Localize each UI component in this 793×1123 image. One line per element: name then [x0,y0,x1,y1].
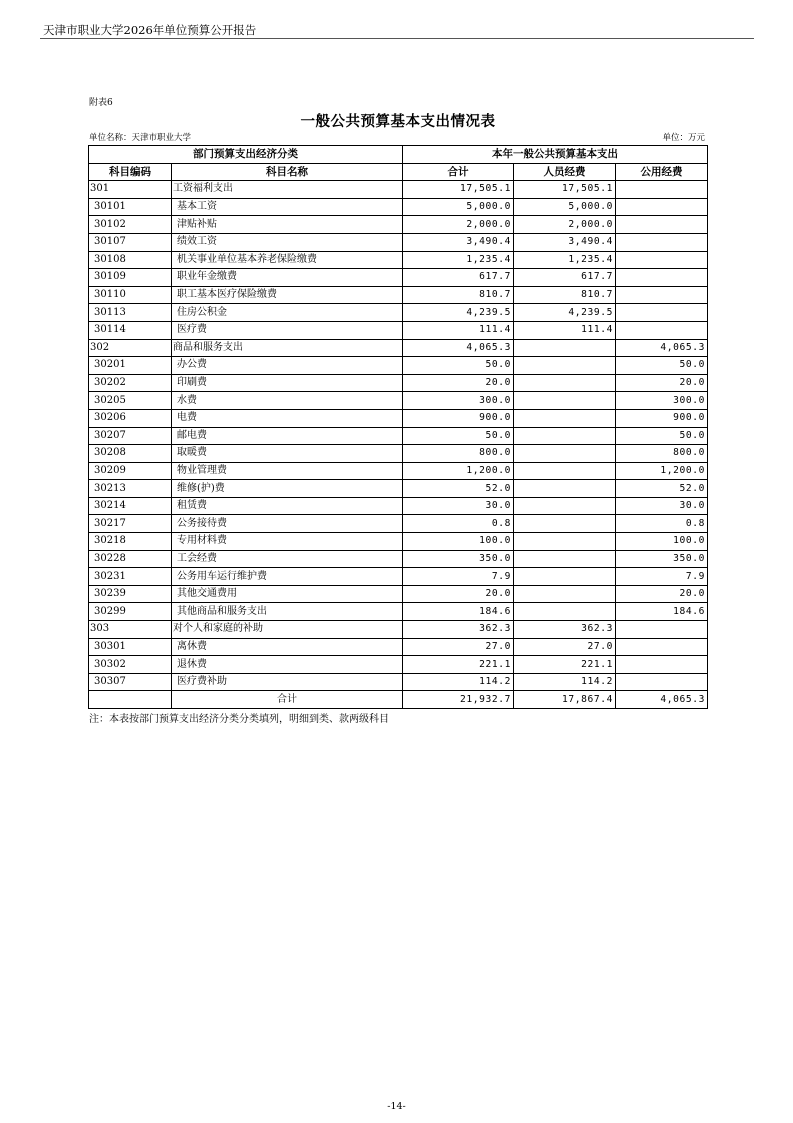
row-personnel-cell [514,603,616,621]
row-public-cell [616,198,708,216]
row-name-cell: 商品和服务支出 [172,339,403,357]
row-public-cell: 1,200.0 [616,462,708,480]
row-total-cell: 100.0 [403,533,514,551]
row-code-cell: 30206 [89,409,172,427]
row-total-cell: 20.0 [403,585,514,603]
row-code-cell: 30209 [89,462,172,480]
row-name-cell: 离休费 [172,638,403,656]
column-header-public: 公用经费 [616,163,708,181]
row-personnel-cell [514,357,616,375]
row-public-cell [616,638,708,656]
row-public-cell [616,286,708,304]
row-code-cell: 303 [89,621,172,639]
row-code-cell: 30109 [89,269,172,287]
row-name-cell: 水费 [172,392,403,410]
row-total-cell: 800.0 [403,445,514,463]
row-public-cell [616,251,708,269]
row-code-cell: 302 [89,339,172,357]
row-name-cell: 物业管理费 [172,462,403,480]
table-row [89,409,708,427]
table-body [89,181,708,691]
row-total-cell: 50.0 [403,357,514,375]
row-public-cell [616,304,708,322]
row-total-cell: 20.0 [403,374,514,392]
table-row [89,568,708,586]
row-public-cell: 30.0 [616,497,708,515]
table-row [89,462,708,480]
row-personnel-cell: 4,239.5 [514,304,616,322]
table-row [89,251,708,269]
row-code-cell: 30239 [89,585,172,603]
table-row [89,480,708,498]
row-code-cell: 30228 [89,550,172,568]
row-name-cell: 公务用车运行维护费 [172,568,403,586]
row-total-cell: 184.6 [403,603,514,621]
row-code-cell: 30202 [89,374,172,392]
page-number: -14- [387,1101,406,1112]
row-name-cell: 其他商品和服务支出 [172,603,403,621]
row-name-cell: 基本工资 [172,198,403,216]
table-row [89,216,708,234]
table-row [89,497,708,515]
row-name-cell: 公务接待费 [172,515,403,533]
row-name-cell: 邮电费 [172,427,403,445]
row-public-cell [616,269,708,287]
row-total-cell: 4,239.5 [403,304,514,322]
row-total-cell: 362.3 [403,621,514,639]
row-public-cell: 100.0 [616,533,708,551]
row-public-cell: 300.0 [616,392,708,410]
row-name-cell: 津贴补贴 [172,216,403,234]
row-personnel-cell: 114.2 [514,673,616,691]
row-total-cell: 5,000.0 [403,198,514,216]
row-public-cell: 350.0 [616,550,708,568]
row-public-cell: 7.9 [616,568,708,586]
row-personnel-cell [514,462,616,480]
unit-info-row [89,131,705,143]
row-personnel-cell [514,445,616,463]
row-code-cell: 30214 [89,497,172,515]
total-row-total: 21,932.7 [403,691,514,709]
row-total-cell: 27.0 [403,638,514,656]
row-personnel-cell [514,374,616,392]
row-personnel-cell: 1,235.4 [514,251,616,269]
table-row [89,550,708,568]
row-name-cell: 工会经费 [172,550,403,568]
row-public-cell: 50.0 [616,357,708,375]
row-public-cell: 0.8 [616,515,708,533]
row-code-cell: 30102 [89,216,172,234]
table-row [89,286,708,304]
row-name-cell: 退休费 [172,656,403,674]
row-public-cell: 900.0 [616,409,708,427]
row-code-cell: 30208 [89,445,172,463]
row-name-cell: 机关事业单位基本养老保险缴费 [172,251,403,269]
row-personnel-cell: 617.7 [514,269,616,287]
row-personnel-cell [514,585,616,603]
row-personnel-cell [514,515,616,533]
total-row-public: 4,065.3 [616,691,708,709]
table-column-header-row [89,163,708,181]
table-row [89,181,708,199]
row-name-cell: 其他交通费用 [172,585,403,603]
row-public-cell: 52.0 [616,480,708,498]
row-personnel-cell [514,533,616,551]
table-row [89,673,708,691]
header-divider [40,38,754,39]
row-name-cell: 绩效工资 [172,233,403,251]
row-total-cell: 30.0 [403,497,514,515]
row-personnel-cell [514,550,616,568]
row-name-cell: 职业年金缴费 [172,269,403,287]
row-public-cell [616,233,708,251]
row-code-cell: 30107 [89,233,172,251]
row-name-cell: 工资福利支出 [172,181,403,199]
row-public-cell [616,216,708,234]
row-name-cell: 住房公积金 [172,304,403,322]
row-personnel-cell [514,427,616,445]
row-code-cell: 30217 [89,515,172,533]
table-row [89,304,708,322]
row-personnel-cell [514,392,616,410]
row-public-cell [616,656,708,674]
total-row-label: 合计 [172,691,403,709]
table-row [89,621,708,639]
row-code-cell: 30205 [89,392,172,410]
table-row [89,233,708,251]
row-name-cell: 医疗费补助 [172,673,403,691]
row-public-cell [616,321,708,339]
row-total-cell: 300.0 [403,392,514,410]
row-personnel-cell: 5,000.0 [514,198,616,216]
table-row [89,445,708,463]
total-row-empty-cell [89,691,172,709]
row-name-cell: 维修(护)费 [172,480,403,498]
table-row [89,515,708,533]
row-code-cell: 30101 [89,198,172,216]
group-header-budget: 本年一般公共预算基本支出 [403,146,708,164]
row-name-cell: 对个人和家庭的补助 [172,621,403,639]
row-code-cell: 30301 [89,638,172,656]
table-footnote: 注：本表按部门预算支出经济分类分类填列，明细到类、款两级科目 [89,714,389,725]
row-personnel-cell: 221.1 [514,656,616,674]
table-row [89,198,708,216]
row-total-cell: 1,200.0 [403,462,514,480]
row-total-cell: 221.1 [403,656,514,674]
appendix-label: 附表6 [89,98,113,108]
row-personnel-cell [514,409,616,427]
row-public-cell: 184.6 [616,603,708,621]
row-public-cell [616,673,708,691]
table-row [89,269,708,287]
table-row [89,603,708,621]
row-name-cell: 医疗费 [172,321,403,339]
row-code-cell: 30207 [89,427,172,445]
row-total-cell: 0.8 [403,515,514,533]
row-public-cell: 4,065.3 [616,339,708,357]
row-code-cell: 30302 [89,656,172,674]
row-total-cell: 114.2 [403,673,514,691]
table-row [89,339,708,357]
row-total-cell: 3,490.4 [403,233,514,251]
table-row [89,321,708,339]
row-total-cell: 111.4 [403,321,514,339]
row-personnel-cell: 17,505.1 [514,181,616,199]
row-personnel-cell: 111.4 [514,321,616,339]
row-total-cell: 50.0 [403,427,514,445]
report-header-title: 天津市职业大学2026年单位预算公开报告 [43,23,257,37]
table-title: 一般公共预算基本支出情况表 [300,113,496,130]
table-row [89,374,708,392]
table-row [89,585,708,603]
row-code-cell: 30110 [89,286,172,304]
row-personnel-cell [514,568,616,586]
table-group-header-row [89,146,708,164]
row-total-cell: 7.9 [403,568,514,586]
table-row [89,392,708,410]
row-personnel-cell: 27.0 [514,638,616,656]
row-total-cell: 17,505.1 [403,181,514,199]
row-total-cell: 810.7 [403,286,514,304]
row-code-cell: 301 [89,181,172,199]
row-public-cell [616,621,708,639]
row-personnel-cell: 2,000.0 [514,216,616,234]
row-name-cell: 专用材料费 [172,533,403,551]
row-personnel-cell: 362.3 [514,621,616,639]
row-code-cell: 30201 [89,357,172,375]
total-row-personnel: 17,867.4 [514,691,616,709]
row-total-cell: 4,065.3 [403,339,514,357]
row-total-cell: 617.7 [403,269,514,287]
table-row [89,427,708,445]
row-total-cell: 350.0 [403,550,514,568]
row-public-cell: 20.0 [616,374,708,392]
total-row [89,691,708,709]
table-row [89,357,708,375]
row-personnel-cell [514,480,616,498]
row-name-cell: 取暖费 [172,445,403,463]
column-header-name: 科目名称 [172,163,403,181]
row-code-cell: 30307 [89,673,172,691]
row-personnel-cell [514,339,616,357]
row-public-cell: 800.0 [616,445,708,463]
row-code-cell: 30231 [89,568,172,586]
row-code-cell: 30213 [89,480,172,498]
row-code-cell: 30113 [89,304,172,322]
table-row [89,533,708,551]
row-public-cell: 20.0 [616,585,708,603]
row-code-cell: 30299 [89,603,172,621]
column-header-total: 合计 [403,163,514,181]
basic-expenditure-table [88,145,708,709]
table-row [89,638,708,656]
unit-name: 单位名称：天津市职业大学 [89,133,192,143]
row-name-cell: 租赁费 [172,497,403,515]
row-total-cell: 900.0 [403,409,514,427]
row-code-cell: 30218 [89,533,172,551]
row-code-cell: 30108 [89,251,172,269]
row-name-cell: 职工基本医疗保险缴费 [172,286,403,304]
row-total-cell: 52.0 [403,480,514,498]
row-personnel-cell: 810.7 [514,286,616,304]
row-public-cell: 50.0 [616,427,708,445]
row-code-cell: 30114 [89,321,172,339]
column-header-code: 科目编码 [89,163,172,181]
row-personnel-cell [514,497,616,515]
row-total-cell: 2,000.0 [403,216,514,234]
row-public-cell [616,181,708,199]
group-header-classification: 部门预算支出经济分类 [89,146,403,164]
table-row [89,656,708,674]
column-header-personnel: 人员经费 [514,163,616,181]
row-personnel-cell: 3,490.4 [514,233,616,251]
row-name-cell: 办公费 [172,357,403,375]
row-name-cell: 印刷费 [172,374,403,392]
row-name-cell: 电费 [172,409,403,427]
unit-measure: 单位：万元 [662,133,705,143]
row-total-cell: 1,235.4 [403,251,514,269]
